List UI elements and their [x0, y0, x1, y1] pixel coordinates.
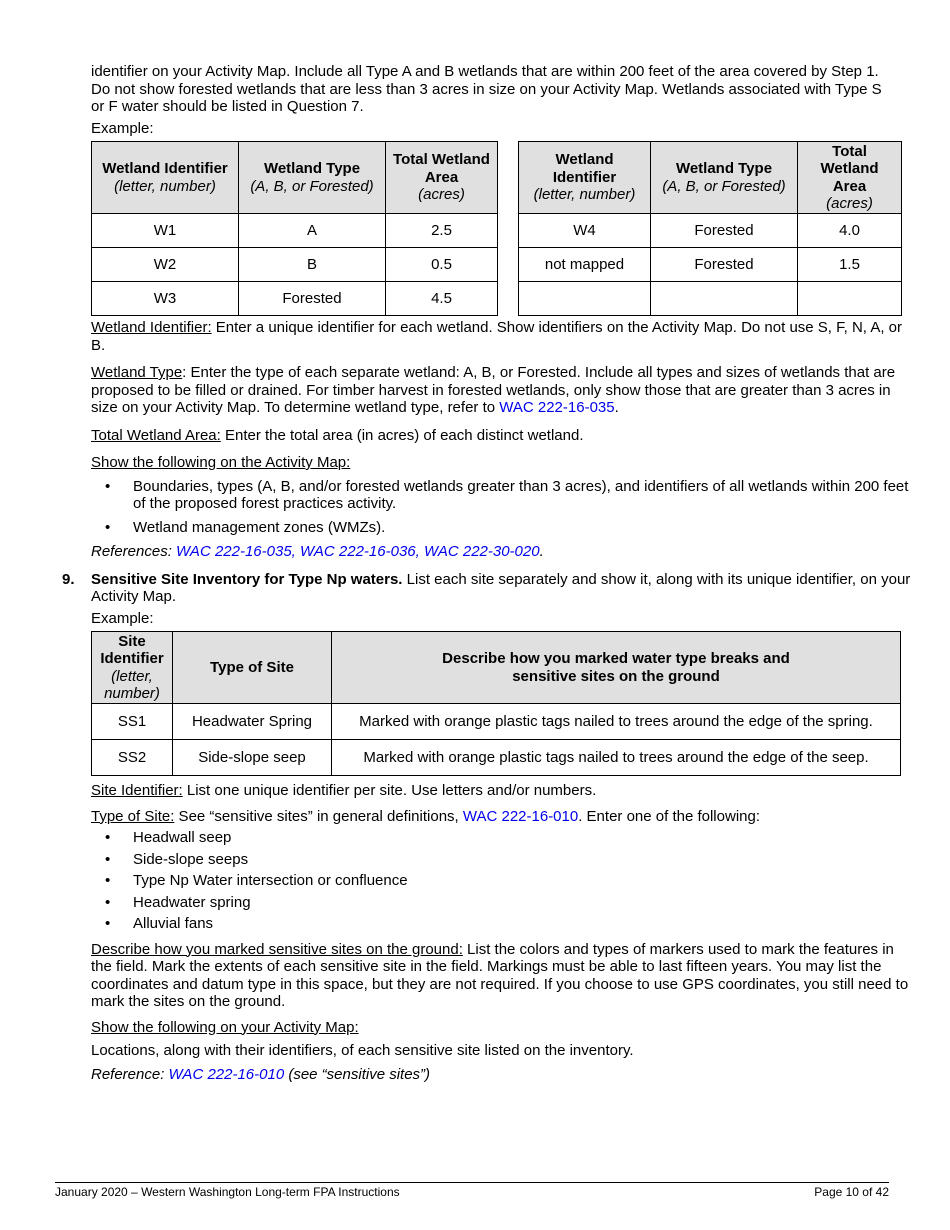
cell-area: 4.5 — [386, 282, 498, 316]
wac-222-16-035-link[interactable]: WAC 222-16-035 — [499, 399, 615, 416]
cell-type: Forested — [239, 282, 386, 316]
references-end: . — [539, 543, 544, 560]
question-number: 9. — [62, 570, 75, 588]
table-row — [92, 704, 901, 740]
cell-type: Side-slope seep — [173, 740, 332, 776]
describe-marked-text: List the colors and types of markers used to mark the features in the field. Mark the extents of each sensitive site in the field. Markings must be able to last fifteen years. You may list the coordinates and datum type in this space, but they are not required. If you choose to use GPS coordinates, you still need to mark the sites on the ground. — [91, 940, 909, 1010]
cell-id: SS2 — [92, 740, 173, 776]
wetland-identifier-label: Wetland Identifier: — [91, 319, 212, 336]
show-activity-map-heading — [91, 454, 915, 472]
header-describe-marking: Describe how you marked water type breaks and sensitive sites on the ground — [332, 632, 901, 704]
wetland-identifier-text: Enter a unique identifier for each wetland. Show identifiers on the Activity Map. Do not use S, F, N, A, or B. — [91, 319, 902, 354]
list-item: • Alluvial fans — [91, 915, 915, 933]
table-row — [519, 214, 902, 248]
table-row — [519, 248, 902, 282]
header-wetland-type: Wetland Type (A, B, or Forested) — [239, 142, 386, 214]
cell-id: W3 — [92, 282, 239, 316]
header-wetland-type: Wetland Type (A, B, or Forested) — [651, 142, 798, 214]
table-row — [92, 214, 498, 248]
list-item: • Type Np Water intersection or confluence — [91, 872, 915, 890]
table-header-row — [92, 632, 901, 704]
wac-222-16-010-link[interactable]: WAC 222-16-010 — [462, 807, 579, 825]
table-row — [519, 282, 902, 316]
total-area-paragraph — [91, 427, 915, 445]
list-item: • Headwater spring — [91, 894, 915, 912]
intro-line-2: Do not show forested wetlands that are less than 3 acres in size on your Activity Map. Wetlands associated with Type S — [91, 80, 882, 98]
wetland-table-left — [91, 141, 498, 316]
question-9-title: Sensitive Site Inventory for Type Np waters. — [91, 570, 403, 588]
list-item: • Boundaries, types (A, B, and/or forested wetlands greater than 3 acres), and identifiers of all wetlands within 200 feet of the proposed forest practices activity. — [91, 478, 915, 513]
references-label: References: — [91, 543, 177, 560]
describe-marked-paragraph — [91, 941, 915, 1011]
page-content — [62, 63, 915, 1083]
page-number: Page 10 of 42 — [814, 1185, 889, 1199]
reference-end: (see “sensitive sites”) — [284, 1065, 431, 1083]
show-activity-map-2-label: Show the following on your Activity Map: — [91, 1018, 359, 1036]
site-type-bullets — [91, 829, 915, 933]
describe-marked-label: Describe how you marked sensitive sites on the ground: — [91, 940, 463, 958]
wetland-type-end: . — [614, 399, 619, 416]
type-of-site-label: Type of Site: — [91, 807, 175, 825]
cell-area: 4.0 — [798, 214, 902, 248]
question-9-text — [91, 571, 915, 606]
example-label: Example: — [91, 609, 154, 627]
wetland-identifier-paragraph — [91, 319, 915, 354]
cell-id: W2 — [92, 248, 239, 282]
total-area-label: Total Wetland Area: — [91, 426, 221, 444]
table-header-row — [92, 142, 498, 214]
wetland-type-paragraph — [91, 364, 915, 417]
table-header-row — [519, 142, 902, 214]
reference-label: Reference: — [91, 1065, 169, 1083]
show-activity-map-2-text: Locations, along with their identifiers, of each sensitive site listed on the inventory. — [91, 1042, 634, 1059]
header-total-area: Total Wetland Area (acres) — [386, 142, 498, 214]
show-activity-map-2-heading — [91, 1019, 915, 1037]
cell-desc: Marked with orange plastic tags nailed to trees around the edge of the seep. — [332, 740, 901, 776]
wac-222-16-010-reference-link[interactable]: WAC 222-16-010 — [168, 1065, 285, 1083]
wetland-type-text: : Enter the type of each separate wetland: A, B, or Forested. Include all types and sizes of wetlands that are proposed to be filled or drained. For timber harvest in forested wetlands, only show those that are greater than 3 acres in size on your Activity Map. To determine wetland type, refer to — [91, 364, 896, 416]
type-of-site-paragraph — [91, 808, 915, 826]
type-of-site-end: . Enter one of the following: — [578, 807, 760, 825]
wetland-table-right — [518, 141, 902, 316]
cell-id: W4 — [519, 214, 651, 248]
cell-type: Forested — [651, 214, 798, 248]
header-wetland-identifier: Wetland Identifier (letter, number) — [92, 142, 239, 214]
cell-type: Headwater Spring — [173, 704, 332, 740]
header-wetland-identifier: Wetland Identifier (letter, number) — [519, 142, 651, 214]
cell-id: SS1 — [92, 704, 173, 740]
site-identifier-paragraph — [91, 782, 915, 800]
example-label: Example: — [91, 119, 154, 137]
references-links[interactable]: WAC 222-16-035, WAC 222-16-036, WAC 222-30-020 — [176, 543, 540, 560]
table-row — [92, 248, 498, 282]
cell-id — [519, 282, 651, 316]
cell-type: A — [239, 214, 386, 248]
list-item: • Side-slope seeps — [91, 851, 915, 869]
cell-area: 2.5 — [386, 214, 498, 248]
wetland-type-label: Wetland Type — [91, 364, 183, 381]
cell-desc: Marked with orange plastic tags nailed to trees around the edge of the spring. — [332, 704, 901, 740]
show-activity-map-label: Show the following on the Activity Map: — [91, 454, 351, 471]
intro-line-1: identifier on your Activity Map. Include all Type A and B wetlands that are within 200 feet of the area covered by Step 1. — [91, 63, 879, 80]
header-total-area: Total Wetland Area (acres) — [798, 142, 902, 214]
cell-area: 1.5 — [798, 248, 902, 282]
header-site-identifier: Site Identifier (letter, number) — [92, 632, 173, 704]
cell-id: not mapped — [519, 248, 651, 282]
footer-left: January 2020 – Western Washington Long-term FPA Instructions — [55, 1185, 400, 1199]
cell-area: 0.5 — [386, 248, 498, 282]
type-of-site-text: See “sensitive sites” in general definitions, — [174, 807, 463, 825]
intro-paragraph — [91, 63, 915, 116]
cell-id: W1 — [92, 214, 239, 248]
list-item: • Headwall seep — [91, 829, 915, 847]
page-footer — [55, 1182, 889, 1199]
intro-line-3: or F water should be listed in Question 7. — [91, 98, 364, 115]
header-type-of-site: Type of Site — [173, 632, 332, 704]
cell-type: Forested — [651, 248, 798, 282]
question-9-body: List each site separately and show it, along with its unique identifier, on your Activity Map. — [91, 570, 911, 605]
cell-area — [798, 282, 902, 316]
site-identifier-text: List one unique identifier per site. Use letters and/or numbers. — [182, 782, 597, 799]
cell-type: B — [239, 248, 386, 282]
table-row — [92, 740, 901, 776]
reference-paragraph — [91, 1066, 915, 1084]
cell-type — [651, 282, 798, 316]
references-paragraph — [91, 543, 915, 561]
activity-map-bullets — [91, 478, 915, 537]
table-row — [92, 282, 498, 316]
list-item: • Wetland management zones (WMZs). — [91, 519, 915, 537]
site-identifier-label: Site Identifier: — [91, 782, 183, 799]
question-9 — [62, 570, 915, 606]
wetland-example-tables — [91, 141, 915, 315]
sensitive-site-table — [91, 631, 901, 776]
total-area-text: Enter the total area (in acres) of each distinct wetland. — [220, 426, 584, 444]
